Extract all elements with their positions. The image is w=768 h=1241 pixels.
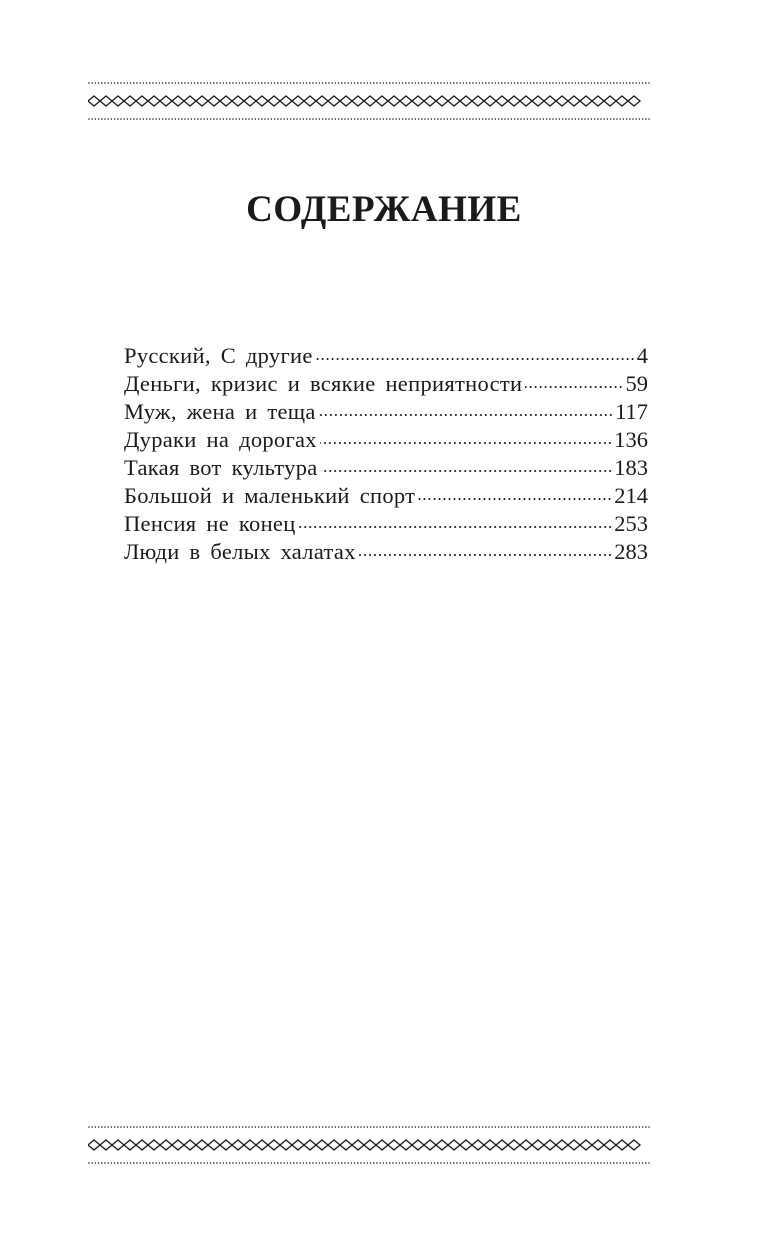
toc-entry-page: 4 bbox=[636, 343, 648, 368]
toc-entry bbox=[124, 510, 648, 538]
diamond-chain-icon bbox=[88, 1124, 650, 1166]
toc-entry-title: Такая вот культура bbox=[124, 455, 318, 480]
toc-dot-leader bbox=[359, 554, 612, 556]
table-of-contents bbox=[124, 342, 648, 566]
toc-entry bbox=[124, 342, 648, 370]
toc-entry-title: Дураки на дорогах bbox=[124, 427, 317, 452]
toc-entry-page: 136 bbox=[614, 427, 648, 452]
toc-entry-page: 183 bbox=[614, 455, 648, 480]
toc-entry-title: Пенсия не конец bbox=[124, 511, 296, 536]
toc-dot-leader bbox=[418, 498, 612, 500]
toc-dot-leader bbox=[321, 470, 613, 472]
toc-entry bbox=[124, 426, 648, 454]
toc-dot-leader bbox=[299, 526, 613, 528]
toc-dot-leader bbox=[525, 386, 623, 388]
toc-entry-title: Русский, С другие bbox=[124, 343, 313, 368]
bottom-ornament-border bbox=[88, 1124, 650, 1166]
page-title: СОДЕРЖАНИЕ bbox=[246, 189, 522, 230]
toc-dot-leader bbox=[320, 442, 612, 444]
toc-entry-title: Большой и маленький спорт bbox=[124, 483, 416, 508]
toc-entry-page: 117 bbox=[615, 399, 648, 424]
toc-entry bbox=[124, 482, 648, 510]
toc-entry bbox=[124, 370, 648, 398]
top-ornament-border bbox=[88, 80, 650, 122]
toc-entry-title: Люди в белых халатах bbox=[124, 539, 356, 564]
toc-entry-page: 253 bbox=[614, 511, 648, 536]
toc-entry-title: Деньги, кризис и всякие неприятности bbox=[124, 371, 523, 396]
toc-entry-page: 59 bbox=[625, 371, 648, 396]
toc-dot-leader bbox=[319, 414, 613, 416]
toc-entry-page: 283 bbox=[614, 539, 648, 564]
toc-entry-page: 214 bbox=[614, 483, 648, 508]
toc-entry-title: Муж, жена и теща bbox=[124, 399, 316, 424]
toc-dot-leader bbox=[316, 358, 635, 360]
diamond-chain-icon bbox=[88, 80, 650, 122]
toc-entry bbox=[124, 454, 648, 482]
toc-entry bbox=[124, 398, 648, 426]
toc-entry bbox=[124, 538, 648, 566]
